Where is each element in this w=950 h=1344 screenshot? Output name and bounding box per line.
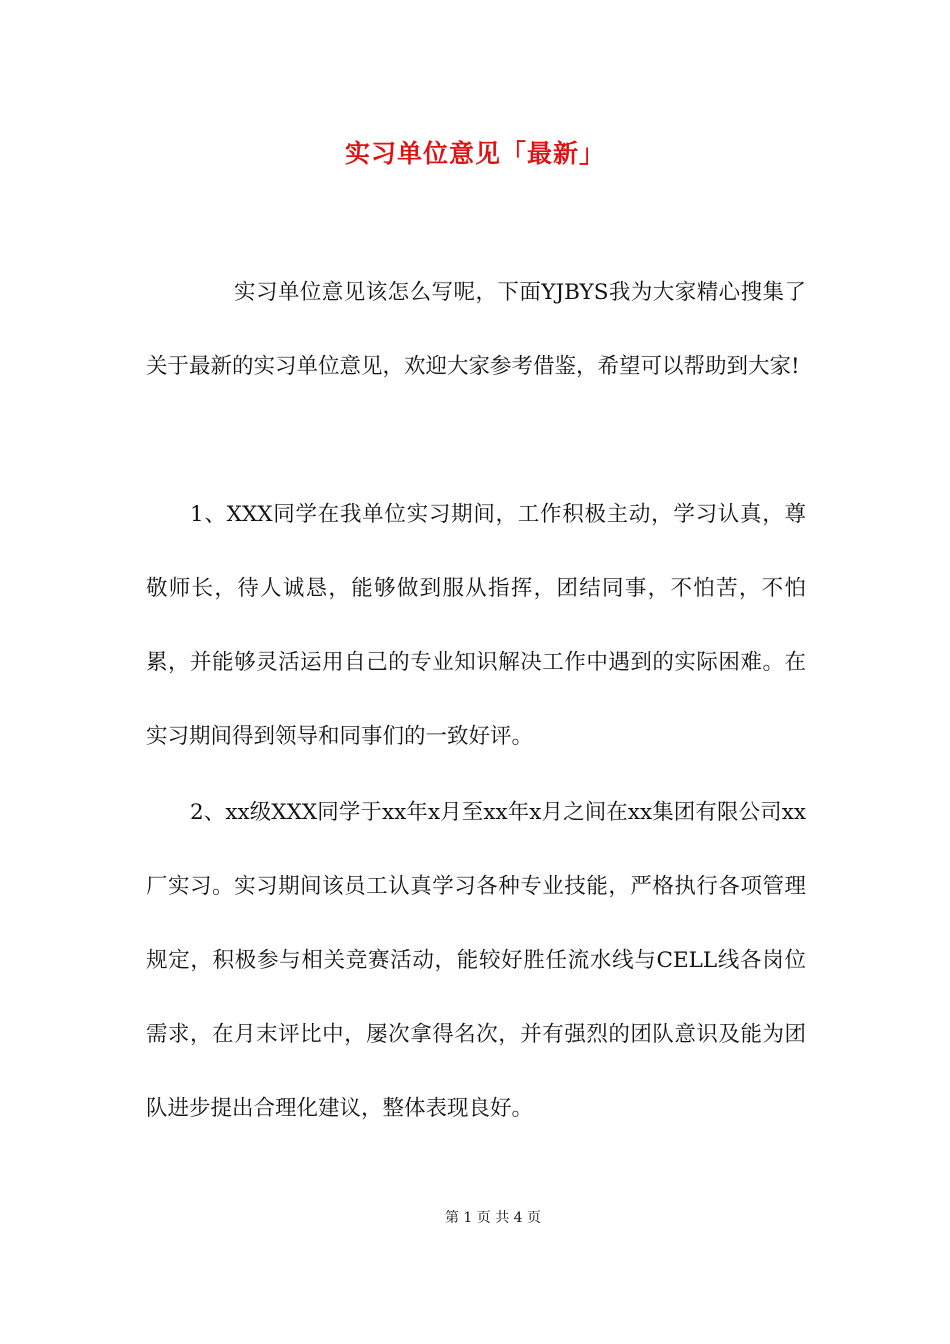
paragraph-text: 1、XXX同学在我单位实习期间，工作积极主动，学习认真，尊敬师长，待人诚恳，能够做到服从指挥，团结同事，不怕苦，不怕累，并能够灵活运用自己的专业知识解决工作中遇到的实际困难。在实习期间得到领导和同事们的一致好评。 xyxy=(146,502,806,749)
paragraph-item-2 xyxy=(146,776,806,1146)
page-number-footer: 第 1 页 共 4 页 xyxy=(444,1210,542,1226)
paragraph-intro xyxy=(146,256,806,404)
paragraph-text: 2、xx级XXX同学于xx年x月至xx年x月之间在xx集团有限公司xx厂实习。实习期间该员工认真学习各种专业技能，严格执行各项管理规定，积极参与相关竞赛活动，能较好胜任流水线与CELL线各岗位需求，在月末评比中，屡次拿得名次，并有强烈的团队意识及能为团队进步提出合理化建议，整体表现良好。 xyxy=(146,800,806,1121)
paragraph-item-1 xyxy=(146,478,806,774)
document-title: 实习单位意见「最新」 xyxy=(344,139,605,168)
paragraph-text: 实习单位意见该怎么写呢，下面YJBYS我为大家精心搜集了关于最新的实习单位意见，欢迎大家参考借鉴，希望可以帮助到大家! xyxy=(146,280,806,379)
